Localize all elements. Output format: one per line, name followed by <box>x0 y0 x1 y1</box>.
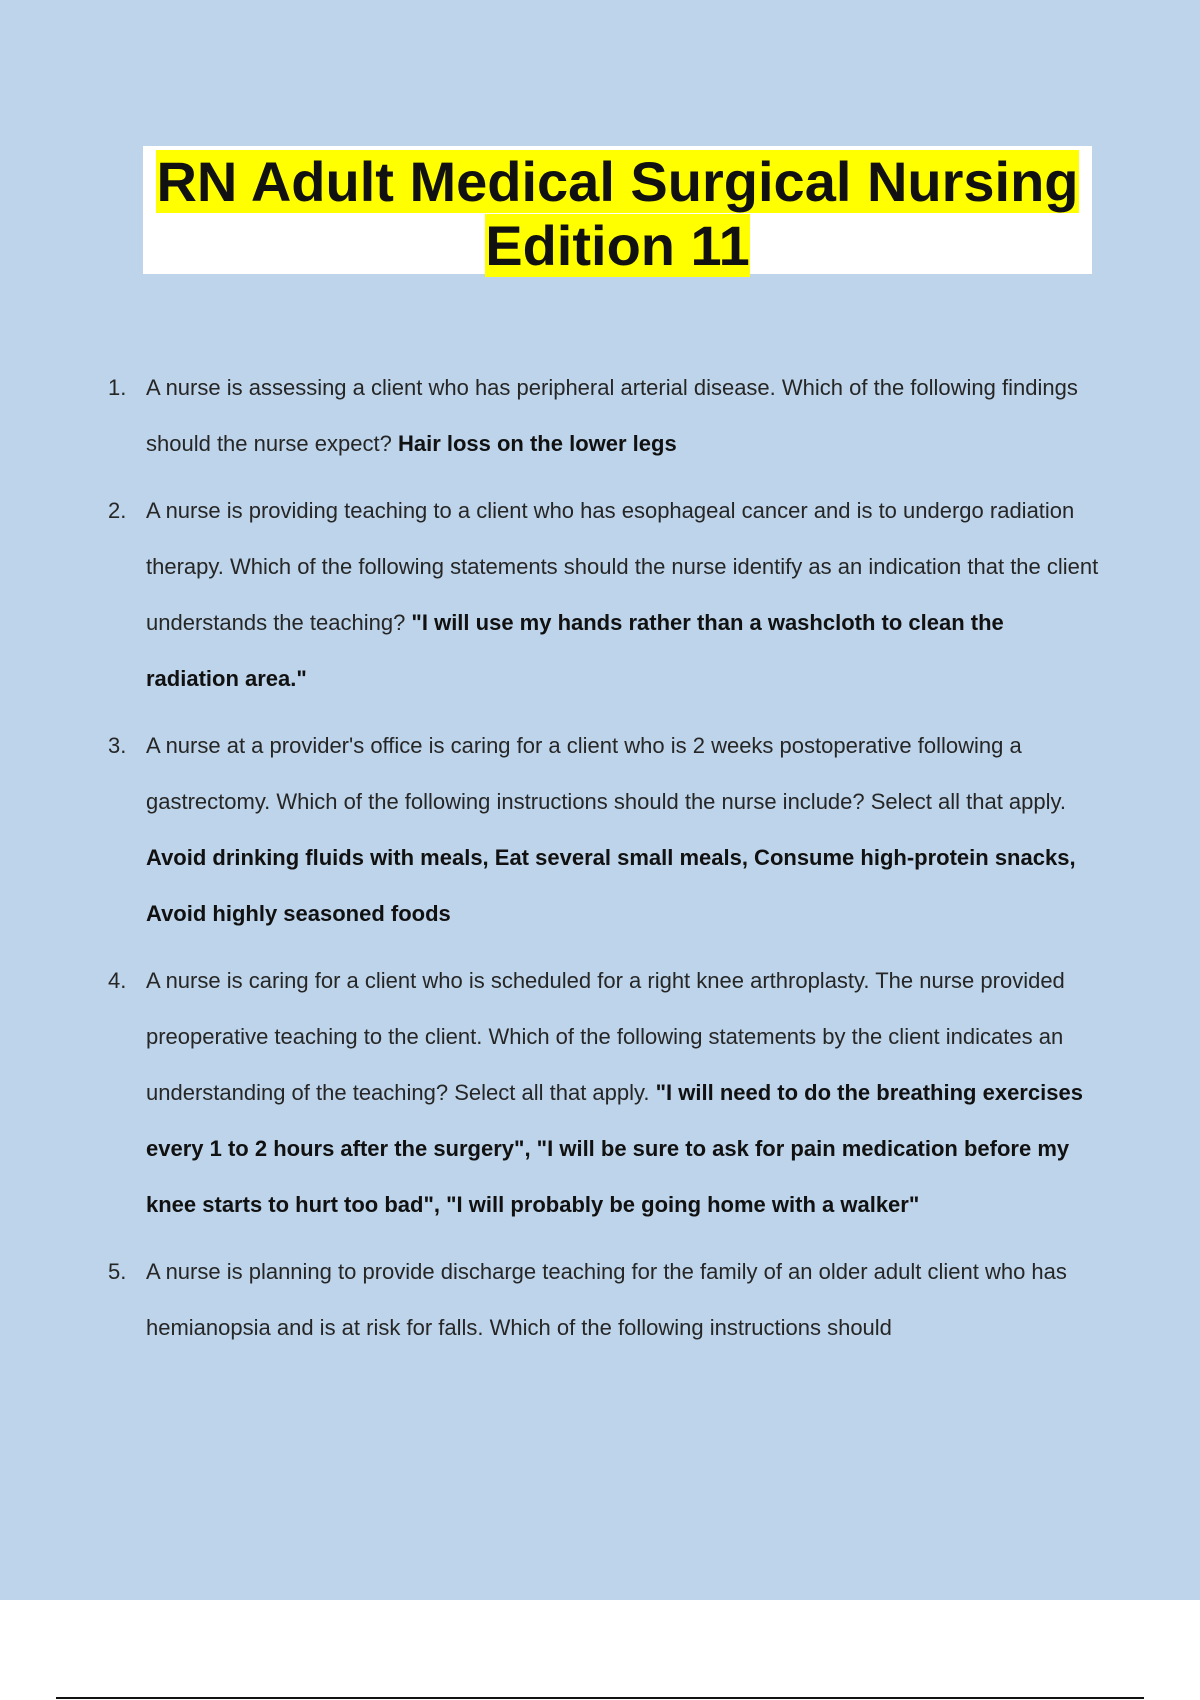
question-answer: "I will need to do the breathing exercises every 1 to 2 hours after the surgery", "I will be sure to ask for pain medication before my knee starts to hurt too bad", "I will probably be going home with a walker" <box>146 1080 1083 1217</box>
question-text: A nurse is planning to provide discharge teaching for the family of an older adult client who has hemianopsia and is at risk for falls. Which of the following instructions should <box>146 1259 1067 1340</box>
document-title-line-2: Edition 11 <box>485 214 750 277</box>
question-number: 2. <box>108 498 127 523</box>
question-item <box>100 718 1100 942</box>
question-item <box>100 483 1100 707</box>
question-number: 5. <box>108 1259 127 1284</box>
title-box <box>143 146 1092 277</box>
question-list <box>100 360 1100 1367</box>
question-number: 1. <box>108 375 127 400</box>
question-item <box>100 1244 1100 1356</box>
footer-divider <box>56 1697 1144 1699</box>
question-answer: "I will use my hands rather than a washcloth to clean the radiation area." <box>146 610 1004 691</box>
question-number: 3. <box>108 733 127 758</box>
question-answer: Avoid drinking fluids with meals, Eat several small meals, Consume high-protein snacks, Avoid highly seasoned foods <box>146 845 1076 926</box>
document-title-line-1: RN Adult Medical Surgical Nursing <box>156 150 1079 213</box>
question-text: A nurse is caring for a client who is scheduled for a right knee arthroplasty. The nurse provided preoperative teaching to the client. Which of the following statements by the client indicates an understanding of the teaching? Select all that apply. <box>146 968 1065 1105</box>
question-text: A nurse at a provider's office is caring for a client who is 2 weeks postoperative following a gastrectomy. Which of the following instructions should the nurse include? Select all that apply. <box>146 733 1067 814</box>
question-text: A nurse is assessing a client who has peripheral arterial disease. Which of the following findings should the nurse expect? <box>146 375 1078 456</box>
question-text: A nurse is providing teaching to a client who has esophageal cancer and is to undergo radiation therapy. Which of the following statements should the nurse identify as an indication that the client understands the teaching? <box>146 498 1099 635</box>
question-number: 4. <box>108 968 127 993</box>
question-item <box>100 953 1100 1233</box>
question-item <box>100 360 1100 472</box>
question-answer: Hair loss on the lower legs <box>397 431 677 456</box>
